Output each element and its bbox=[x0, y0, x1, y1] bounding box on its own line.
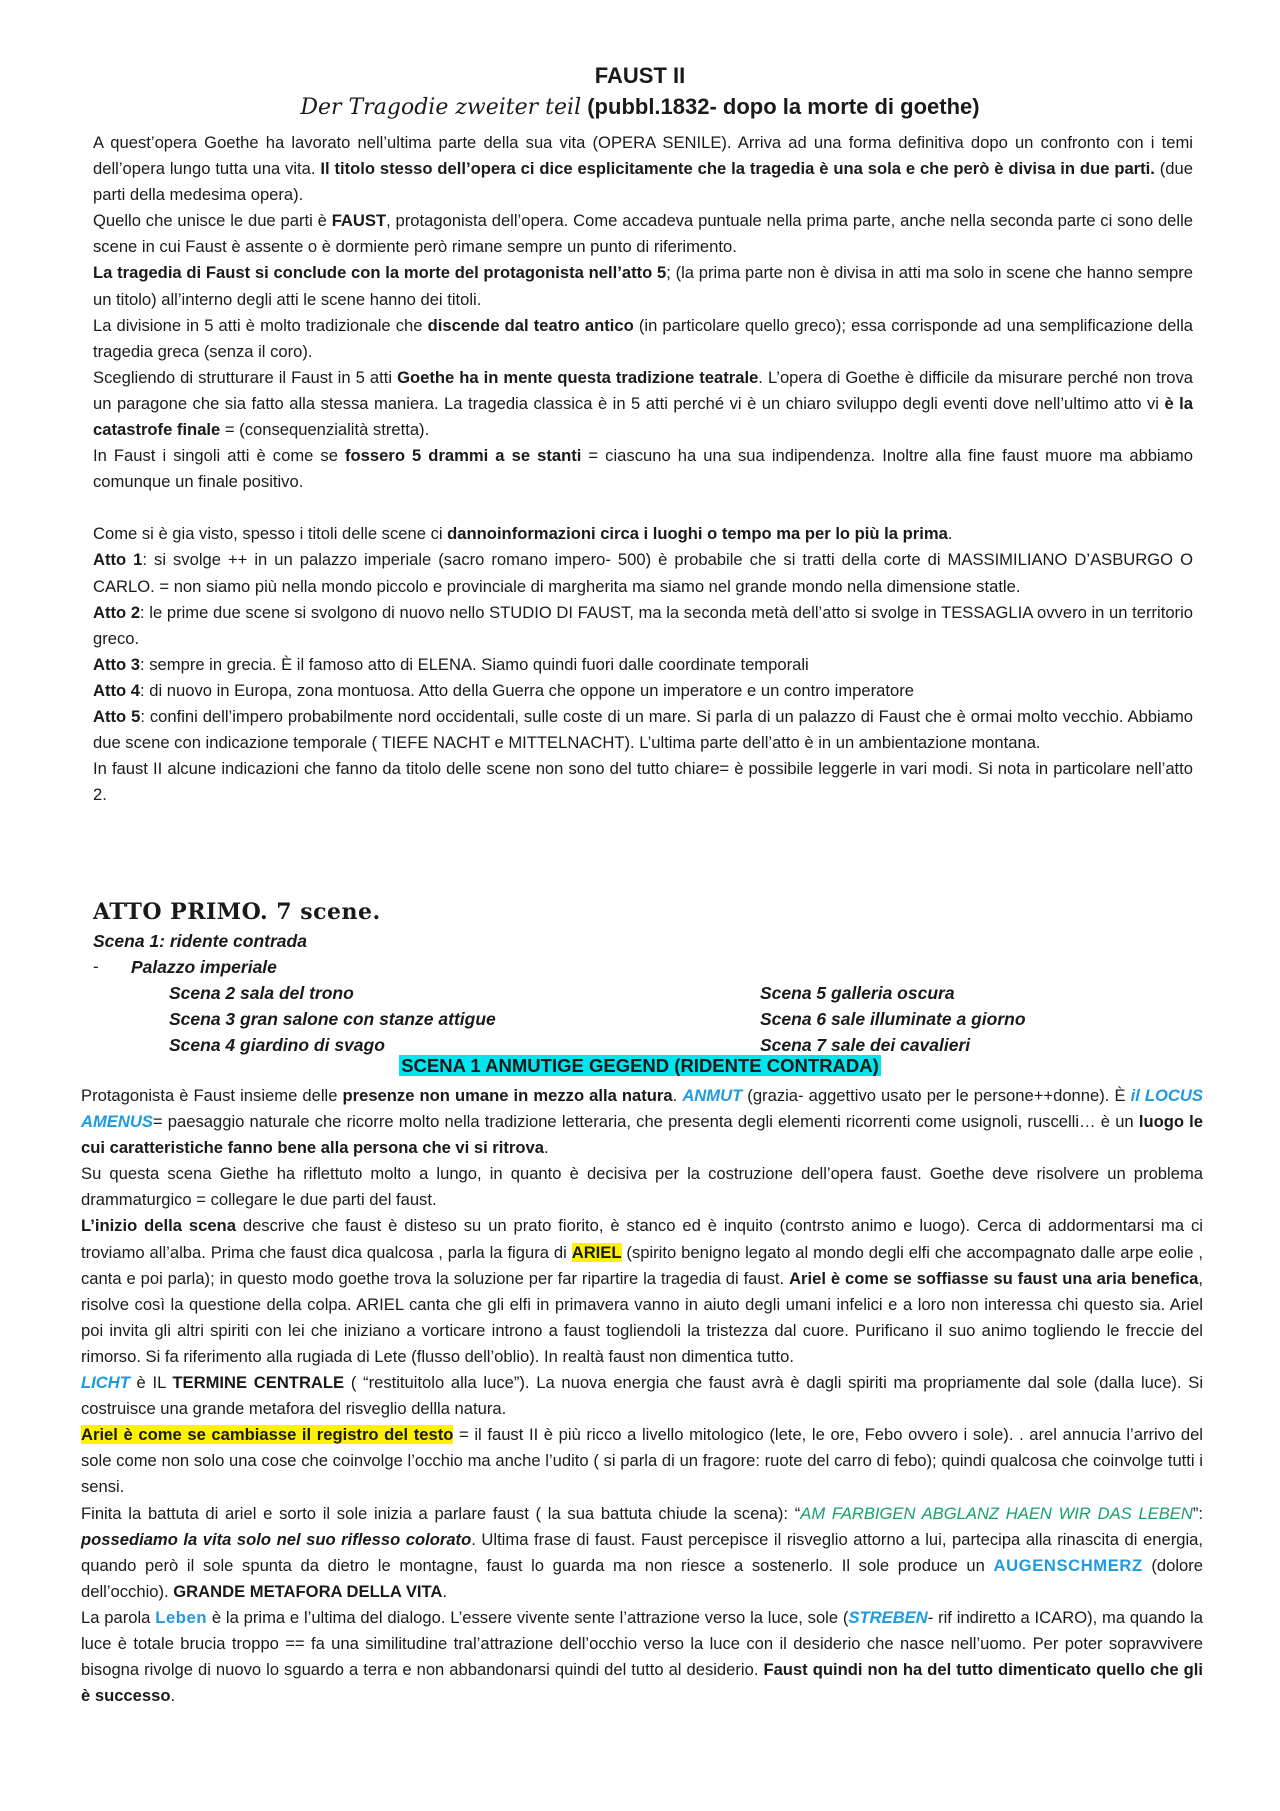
paragraph: Protagonista è Faust insieme delle presenze non umane in mezzo alla natura. ANMUT (grazia- aggettivo usato per le persone++donne). È il LOCUS AMENUS= paesaggio naturale che ricorre molto nella tradizione letteraria, che presenta degli elementi ricorrenti come usignoli, ruscelli… è un luogo le cui caratteristiche fanno bene alla persona che vi si ritrova. bbox=[81, 1086, 1203, 1158]
paragraph: Quello che unisce le due parti è FAUST, protagonista dell’opera. Come accadeva puntuale nella prima parte, anche nella seconda parte ci sono delle scene in cui Faust è assente o è dormiente però rimane sempre un punto di riferimento. bbox=[93, 211, 1194, 257]
atto-5-summary: Atto 5: confini dell’impero probabilmente nord occidentali, sulle coste di un mare. Si parla di un palazzo di Faust che è ormai molto vecchio. Abbiamo due scene con indicazione temporale ( TIEFE NACHT e MITTELNACHT). L’ultima parte dell’atto è in un ambientazione montana. bbox=[93, 706, 1193, 753]
paragraph-gap bbox=[93, 495, 1193, 521]
paragraph: Su questa scena Giethe ha riflettuto molto a lungo, in quanto è decisiva per la costruzione dell’opera faust. Goethe deve risolvere un problema drammaturgico = collegare le due parti del faust. bbox=[81, 1164, 1203, 1210]
subtitle-german: Der Tragodie zweiter teil bbox=[300, 95, 582, 120]
scene-list-item: Scena 6 sale illuminate a giorno bbox=[760, 1009, 1026, 1029]
scene-list-item: Scena 5 galleria oscura bbox=[760, 983, 955, 1003]
scena-1-title: SCENA 1 ANMUTIGE GEGEND (RIDENTE CONTRADA) bbox=[401, 1055, 879, 1076]
streben-term: STREBEN bbox=[848, 1607, 928, 1627]
paragraph: La parola Leben è la prima e l’ultima del dialogo. L’essere vivente sente l’attrazione verso la luce, sole (STREBEN- rif indiretto a ICARO), ma quando la luce è totale brucia troppo == fa una similitudine tral’attrazione dell’occhio verso la luce con il desiderio che nasce nell’uomo. Per poter sopravvivere bisogna rivolge di nuovo lo sguardo a terra e non abbandonarsi quindi del tutto al desiderio. Faust quindi non ha del tutto dimenticato quello che gli è successo. bbox=[81, 1607, 1203, 1706]
scene-list-item: Scena 2 sala del trono bbox=[169, 983, 354, 1003]
paragraph: Scegliendo di strutturare il Faust in 5 atti Goethe ha in mente questa tradizione teatrale. L’opera di Goethe è difficile da misurare perché non trova un paragone che sia fatto alla stessa maniera. La tragedia classica è in 5 atti perché vi è un chiaro sviluppo degli eventi dove nell’ultimo atto vi è la catastrofe finale = (consequenzialità stretta). bbox=[93, 367, 1193, 440]
palazzo-label: Palazzo imperiale bbox=[131, 957, 277, 977]
document-title: FAUST II bbox=[594, 63, 686, 88]
atto-2-summary: Atto 2: le prime due scene si svolgono di nuovo nello STUDIO DI FAUST, ma la seconda metà dell’atto si svolge in TESSAGLIA ovvero in un territorio greco. bbox=[93, 602, 1193, 648]
leben-term: Leben bbox=[155, 1607, 208, 1627]
german-quote: AM FARBIGEN ABGLANZ HAEN WIR DAS LEBEN bbox=[800, 1503, 1193, 1523]
document-subtitle bbox=[0, 92, 1280, 123]
atto-4-summary: Atto 4: di nuovo in Europa, zona montuosa. Atto della Guerra che oppone un imperatore e un contro imperatore bbox=[93, 680, 914, 700]
paragraph: A quest’opera Goethe ha lavorato nell’ultima parte della sua vita (OPERA SENILE). Arriva ad una forma definitiva dopo un confronto con i temi dell’opera lungo tutta una vita. Il titolo stesso dell’opera ci dice esplicitamente che la tragedia è una sola e che però è divisa in due parti. (due parti della medesima opera). bbox=[93, 133, 1193, 205]
augenschmerz-term: AUGENSCHMERZ bbox=[993, 1555, 1143, 1575]
atto-1-summary: Atto 1: si svolge ++ in un palazzo imperiale (sacro romano impero- 500) è probabile che si tratti della corte di MASSIMILIANO D’ASBURGO O CARLO. = non siamo più nella mondo piccolo e provinciale di margherita ma siamo nel grande mondo nella dimensione statle. bbox=[93, 550, 1193, 596]
ariel-highlight: ARIEL bbox=[571, 1242, 622, 1262]
paragraph: Finita la battuta di ariel e sorto il sole inizia a parlare faust ( la sua battuta chiude la scena): “AM FARBIGEN ABGLANZ HAEN WIR DAS LEBEN”: possediamo la vita solo nel suo riflesso colorato. Ultima frase di faust. Faust percepisce il risveglio attorno a lui, partecipa alla rinascita di energia, quando però il sole spunta da dietro le montagne, faust lo guarda ma non riesce a sostenerlo. Il sole produce un AUGENSCHMERZ (dolore dell’occhio). GRANDE METAFORA DELLA VITA. bbox=[81, 1503, 1204, 1601]
paragraph: La divisione in 5 atti è molto tradizionale che discende dal teatro antico (in particolare quello greco); essa corrisponde ad una semplificazione della tragedia greca (senza il coro). bbox=[93, 315, 1193, 361]
paragraph: In Faust i singoli atti è come se fossero 5 drammi a se stanti = ciascuno ha una sua indipendenza. Inoltre alla fine faust muore ma abbiamo comunque un finale positivo. bbox=[93, 446, 1193, 492]
intro-section bbox=[93, 130, 1193, 808]
paragraph: Ariel è come se cambiasse il registro del testo = il faust II è più ricco a livello mitologico (lete, le ore, Febo ovvero i sole). . arel annucia l’arrivo del sole come non solo una cose che coinvolge l’occhio ma anche l’udito ( si parla di un fragore: ruote del carro di febo); quindi qualcosa che coinvolge tutti i sensi. bbox=[81, 1425, 1203, 1497]
locus-amenus-term: il LOCUS AMENUS bbox=[81, 1086, 1203, 1132]
paragraph: Come si è gia visto, spesso i titoli delle scene ci dannoinformazioni circa i luoghi o tempo ma per lo più la prima. bbox=[93, 524, 953, 544]
scene-list-item: Scena 4 giardino di svago bbox=[169, 1035, 385, 1055]
paragraph: L’inizio della scena descrive che faust è disteso su un prato fiorito, è stanco ed è inquito (contrsto animo e luogo). Cerca di addormentarsi ma ci troviamo all’alba. Prima che faust dica qualcosa , parla la figura di ARIEL (spirito benigno legato al mondo degli elfi che accompagnato dalle arpe eolie , canta e poi parla); in questo modo goethe trova la soluzione per far ripartire la tragedia di faust. Ariel è come se soffiasse su faust una aria benefica, risolve così la questione della colpa. ARIEL canta che gli elfi in primavera vanno in aiuto degli umani infelici e a loro non interessa chi questo sia. Ariel poi invita gli altri spiriti con lei che iniziano a vorticare introno a faust togliendoli la tristezza dal cuore. Purificano il suo animo togliendo le freccie del rimorso. Si fa riferimento alla rugiada di Lete (flusso dell’oblio). In realtà faust non dimentica tutto. bbox=[81, 1216, 1203, 1366]
scene-list-item: Scena 3 gran salone con stanze attigue bbox=[169, 1009, 496, 1029]
paragraph: LICHT è IL TERMINE CENTRALE ( “restituitolo alla luce”). La nuova energia che faust avrà è dagli spiriti ma propriamente dal sole (dalla luce). Si costruisce una grande metafora del risveglio dellla natura. bbox=[81, 1373, 1204, 1419]
list-dash: - bbox=[93, 957, 99, 976]
anmut-term: ANMUT bbox=[682, 1086, 743, 1105]
paragraph: La tragedia di Faust si conclude con la morte del protagonista nell’atto 5; (la prima parte non è divisa in atti ma solo in scene che hanno sempre un titolo) all’interno degli atti le scene hanno dei titoli. bbox=[93, 263, 1194, 309]
scena-1-section bbox=[81, 1083, 1203, 1709]
scene-1-label: Scena 1: ridente contrada bbox=[93, 931, 307, 951]
atto-primo-heading: ATTO PRIMO. 7 scene. bbox=[93, 899, 381, 925]
ariel-registro-highlight: Ariel è come se cambiasse il registro del testo bbox=[81, 1425, 454, 1445]
scene-list-item: Scena 7 sale dei cavalieri bbox=[760, 1035, 971, 1055]
licht-term: LICHT bbox=[81, 1373, 130, 1393]
atto-3-summary: Atto 3: sempre in grecia. È il famoso atto di ELENA. Siamo quindi fuori dalle coordinate temporali bbox=[93, 654, 809, 674]
subtitle-publication: (pubbl.1832- dopo la morte di goethe) bbox=[587, 94, 980, 119]
paragraph: In faust II alcune indicazioni che fanno da titolo delle scene non sono del tutto chiare= è possibile leggerle in vari modi. Si nota in particolare nell’atto 2. bbox=[93, 759, 1193, 805]
